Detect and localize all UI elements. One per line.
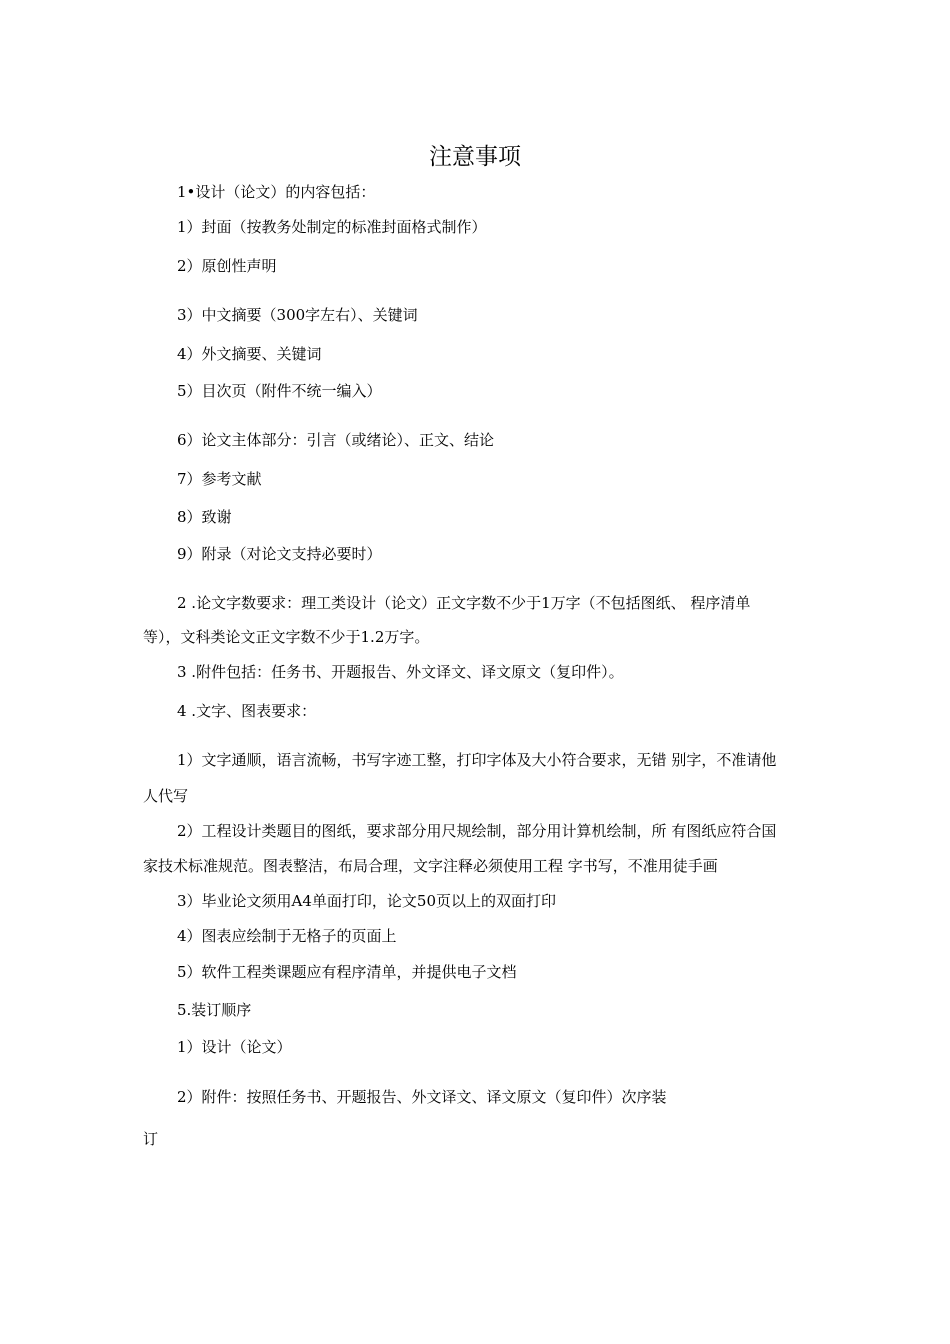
list-item: 4）图表应绘制于无格子的页面上 bbox=[177, 927, 397, 945]
list-item: 8）致谢 bbox=[177, 508, 232, 526]
list-item: 9）附录（对论文支持必要时） bbox=[177, 545, 382, 563]
section-1-heading: 1•设计（论文）的内容包括： bbox=[177, 183, 376, 201]
section-4-heading: 4 .文字、图表要求： bbox=[177, 702, 317, 720]
list-item-continued: 人代写 bbox=[143, 787, 189, 805]
list-item: 7）参考文献 bbox=[177, 470, 262, 488]
page-title: 注意事项 bbox=[429, 144, 521, 170]
section-2-text: 2 .论文字数要求：理工类设计（论文）正文字数不少于1万字（不包括图纸、 程序清单 bbox=[177, 594, 751, 612]
list-item: 1）封面（按教务处制定的标准封面格式制作） bbox=[177, 218, 487, 236]
list-item-continued: 订 bbox=[143, 1130, 159, 1148]
list-item: 5）软件工程类课题应有程序清单，并提供电子文档 bbox=[177, 963, 517, 981]
list-item: 1）文字通顺，语言流畅，书写字迹工整，打印字体及大小符合要求，无错 别字，不准请他 bbox=[177, 751, 777, 769]
list-item: 1）设计（论文） bbox=[177, 1038, 292, 1056]
list-item: 2）工程设计类题目的图纸，要求部分用尺规绘制，部分用计算机绘制，所 有图纸应符合国 bbox=[177, 822, 777, 840]
list-item: 5）目次页（附件不统一编入） bbox=[177, 382, 382, 400]
list-item: 2）附件：按照任务书、开题报告、外文译文、译文原文（复印件）次序装 bbox=[177, 1088, 667, 1106]
section-2-text-continued: 等），文科类论文正文字数不少于1.2万字。 bbox=[143, 628, 430, 646]
list-item: 3）毕业论文须用A4单面打印，论文50页以上的双面打印 bbox=[177, 892, 557, 910]
list-item: 4）外文摘要、关键词 bbox=[177, 345, 322, 363]
list-item: 3）中文摘要（300字左右）、关键词 bbox=[177, 306, 418, 324]
list-item: 6）论文主体部分：引言（或绪论）、正文、结论 bbox=[177, 431, 495, 449]
section-3-text: 3 .附件包括：任务书、开题报告、外文译文、译文原文（复印件）。 bbox=[177, 663, 624, 681]
section-5-heading: 5.装订顺序 bbox=[177, 1001, 252, 1019]
list-item-continued: 家技术标准规范。图表整洁，布局合理，文字注释必须使用工程 字书写，不准用徒手画 bbox=[143, 857, 718, 875]
list-item: 2）原创性声明 bbox=[177, 257, 277, 275]
